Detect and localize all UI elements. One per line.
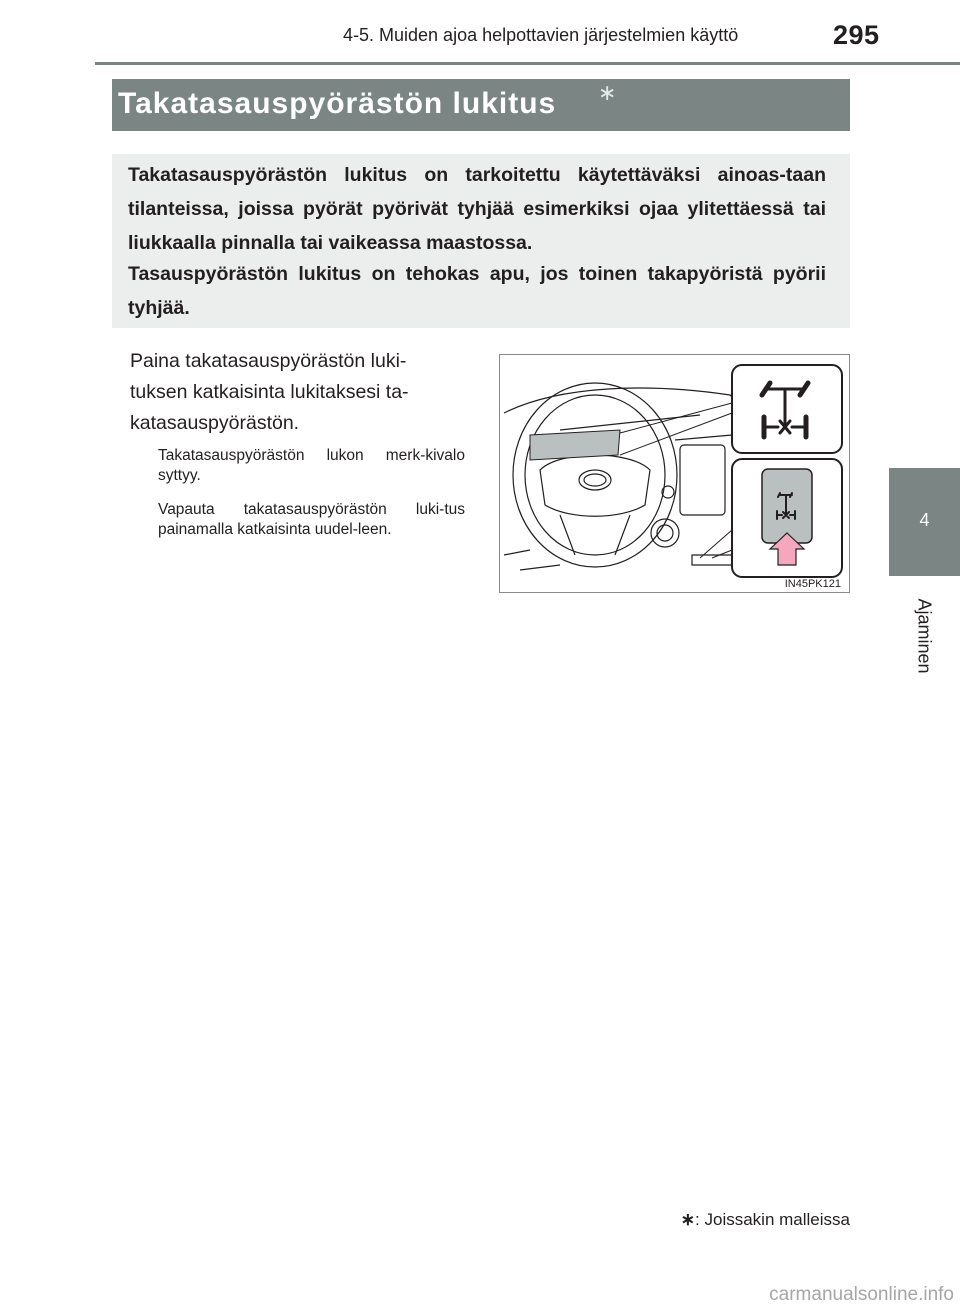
chapter-number: 4 xyxy=(919,510,930,530)
dashboard-figure xyxy=(499,354,850,593)
instruction-line-1: Paina takatasauspyörästön luki- xyxy=(130,350,407,372)
header-rule xyxy=(95,62,960,65)
indicator-callout xyxy=(732,365,842,453)
footnote xyxy=(681,1210,850,1230)
asterisk-icon: ∗ xyxy=(598,80,617,105)
result-note-1: Takatasauspyörästön lukon merk-kivalo syttyy. xyxy=(158,447,465,484)
watermark: carmanualsonline.info xyxy=(769,1284,954,1305)
dashboard-contour xyxy=(504,388,740,413)
header-section-title: 4-5. Muiden ajoa helpottavien järjestelmien käyttö xyxy=(343,25,739,45)
page-number: 295 xyxy=(833,20,880,50)
result-note-2: Vapauta takatasauspyörästön luki-tus painamalla katkaisinta uudel-leen. xyxy=(158,501,465,538)
section-title: Takatasauspyörästön lukitus xyxy=(118,87,557,120)
footnote-text: : Joissakin malleissa xyxy=(695,1210,850,1229)
intro-paragraph-2: Tasauspyörästön lukitus on tehokas apu, jos toinen takapyöristä pyörii tyhjää. xyxy=(128,263,826,319)
instruction-line-3: katasauspyörästön. xyxy=(130,412,300,434)
instrument-cluster xyxy=(530,430,620,460)
instruction-line-2: tuksen katkaisinta lukitaksesi ta- xyxy=(130,381,409,403)
centre-display xyxy=(680,445,725,515)
intro-box xyxy=(112,154,850,328)
instruction-text xyxy=(130,346,465,439)
footnote-asterisk-icon: ∗ xyxy=(680,1210,696,1229)
dashboard-illustration xyxy=(500,355,849,592)
chapter-label: Ajaminen xyxy=(914,598,935,674)
intro-paragraph-1: Takatasauspyörästön lukitus on tarkoitettu käytettäväksi ainoas-taan tilanteissa, joissa pyörät pyörivät tyhjää esimerkiksi ojaa ylitettäessä tai liukkaalla pinnalla tai vaikeassa maastossa. xyxy=(128,164,826,254)
section-title-band xyxy=(112,79,850,131)
chapter-tab xyxy=(889,468,960,576)
figure-code: IN45PK121 xyxy=(784,578,841,590)
